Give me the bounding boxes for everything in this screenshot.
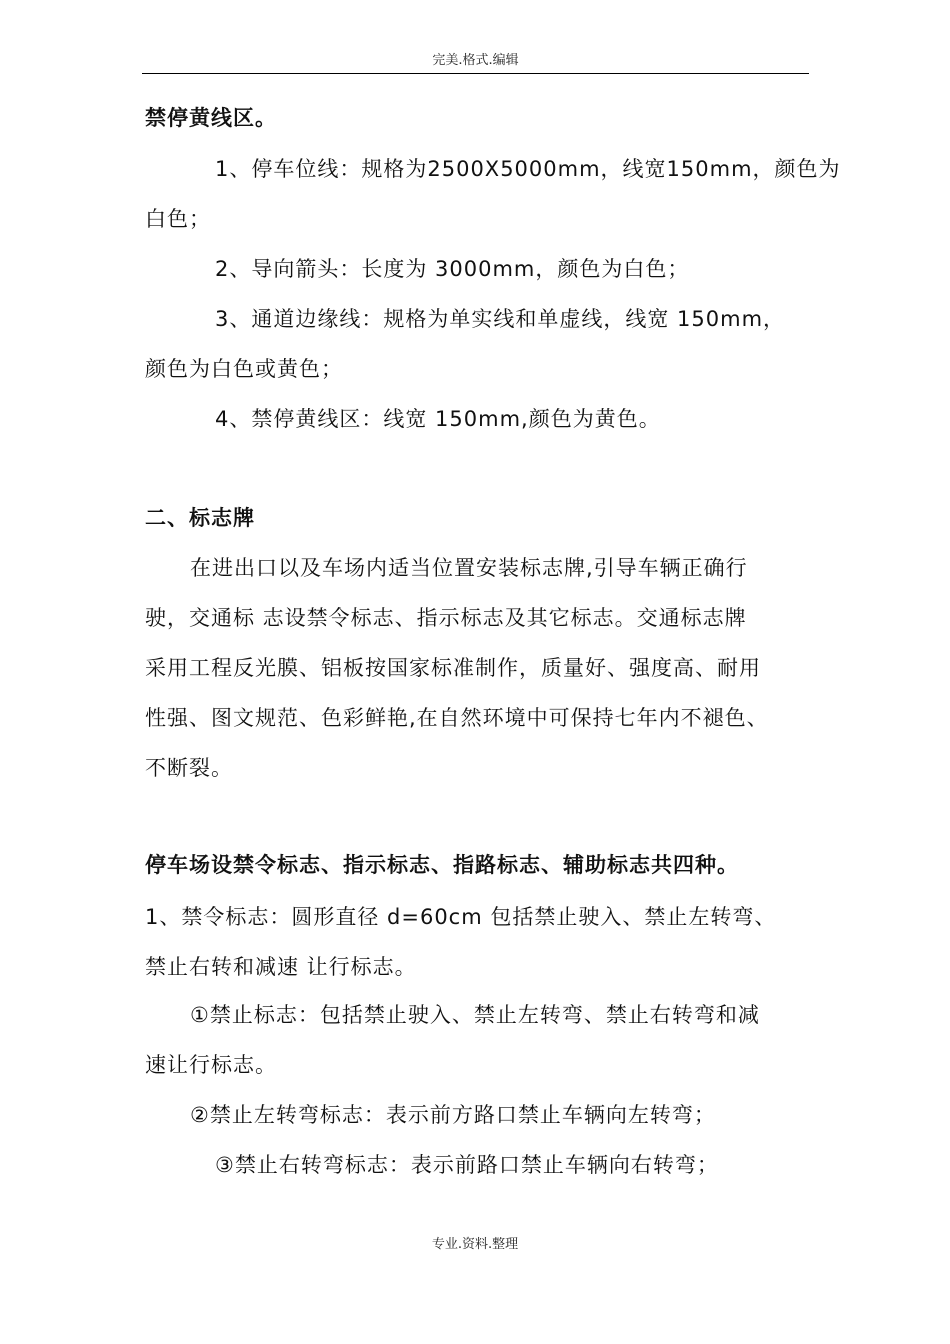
paragraph-line: 禁止右转和减速 让行标志。 bbox=[145, 955, 417, 979]
paragraph-line: 驶，交通标 志设禁令标志、指示标志及其它标志。交通标志牌 bbox=[145, 606, 747, 630]
paragraph-line: ③禁止右转弯标志：表示前路口禁止车辆向右转弯； bbox=[215, 1153, 719, 1177]
page-footer: 专业.资料.整理 bbox=[431, 1237, 519, 1252]
paragraph-line: 不断裂。 bbox=[145, 756, 233, 780]
section-heading-no-parking: 禁停黄线区。 bbox=[145, 106, 277, 130]
paragraph-line: 白色； bbox=[145, 207, 211, 231]
paragraph-line: 性强、图文规范、色彩鲜艳,在自然环境中可保持七年内不褪色、 bbox=[145, 706, 769, 730]
page-header: 完美.格式.编辑 bbox=[142, 52, 809, 74]
paragraph-line: 速让行标志。 bbox=[145, 1053, 277, 1077]
paragraph-line: ②禁止左转弯标志：表示前方路口禁止车辆向左转弯； bbox=[190, 1103, 716, 1127]
paragraph-line: ①禁止标志：包括禁止驶入、禁止左转弯、禁止右转弯和减 bbox=[190, 1003, 760, 1027]
paragraph-line: 3、通道边缘线：规格为单实线和单虚线，线宽 150mm， bbox=[215, 307, 786, 331]
paragraph-line: 颜色为白色或黄色； bbox=[145, 357, 343, 381]
paragraph-line: 采用工程反光膜、铝板按国家标准制作，质量好、强度高、耐用 bbox=[145, 656, 761, 680]
paragraph-line: 1、禁令标志：圆形直径 d=60cm 包括禁止驶入、禁止左转弯、 bbox=[145, 905, 777, 929]
section-heading-signs: 二、标志牌 bbox=[145, 506, 255, 530]
paragraph-line: 2、导向箭头：长度为 3000mm，颜色为白色； bbox=[215, 257, 690, 281]
paragraph-line: 4、禁停黄线区：线宽 150mm,颜色为黄色。 bbox=[215, 407, 661, 431]
paragraph-line: 1、停车位线：规格为2500X5000mm，线宽150mm，颜色为 bbox=[215, 157, 841, 181]
section-heading-sign-types: 停车场设禁令标志、指示标志、指路标志、辅助标志共四种。 bbox=[145, 853, 739, 877]
paragraph-line: 在进出口以及车场内适当位置安装标志牌,引导车辆正确行 bbox=[190, 556, 748, 580]
